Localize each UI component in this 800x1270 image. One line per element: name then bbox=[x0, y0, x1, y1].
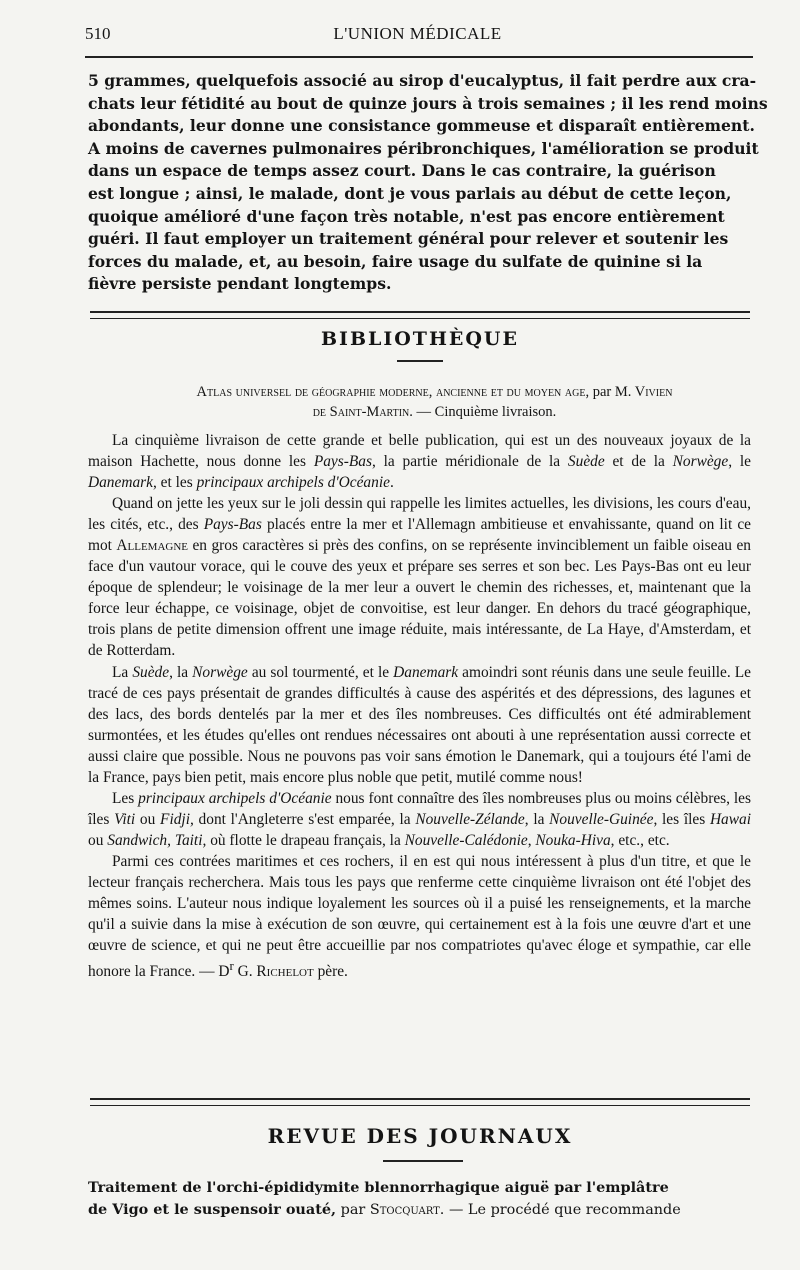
running-title: L'UNION MÉDICALE bbox=[333, 24, 502, 43]
revue-paragraph: Traitement de l'orchi-épididymite blennorrhagique aiguë par l'emplâtre de Vigo et le suspensoir ouaté, par Stocquart. — Le procédé que recommande bbox=[88, 1179, 681, 1218]
book-edition: — Cinquième livraison. bbox=[416, 404, 557, 420]
article-title-cont: de Vigo et le suspensoir ouaté, bbox=[88, 1201, 337, 1218]
header-rule bbox=[85, 56, 753, 58]
paragraph: La Suède, la Norwège au sol tourmenté, et le Danemark amoindri sont réunis dans une seule feuille. Le tracé de ces pays présentait de grandes difficultés à cause des aspérités et des dépressions, des lagunes et des lacs, des bords dentelés par la mer et des îles nombreuses. Ces difficultés ont été admirablement surmontées, et les études qu'elles ont rendues nécessaires ont abouti à une représentation aussi correcte et aussi claire que possible. Nous ne pouvons pas voir sans émotion le Danemark, qui a toujours été l'ami de la France, pays bien petit, mais encore plus noble que petit, mutilé comme nous! bbox=[88, 663, 751, 786]
intro-line: abondants, leur donne une consistance gommeuse et disparaît entièrement. bbox=[88, 116, 755, 136]
book-author: M. Vivien bbox=[614, 384, 673, 400]
book-par: par bbox=[592, 384, 612, 400]
intro-line: chats leur fétidité au bout de quinze jours à trois semaines ; il les rend moins bbox=[88, 93, 768, 113]
section-title-bibliotheque: BIBLIOTHÈQUE bbox=[321, 328, 519, 350]
intro-paragraph bbox=[88, 70, 768, 296]
intro-line: guéri. Il faut employer un traitement général pour relever et soutenir les bbox=[88, 229, 729, 249]
running-header bbox=[85, 20, 750, 48]
intro-line: forces du malade, et, au besoin, faire usage du sulfate de quinine si la bbox=[88, 251, 703, 271]
paragraph: Quand on jette les yeux sur le joli dessin qui rappelle les limites actuelles, les divisions, les cours d'eau, les cités, etc., des Pays-Bas placés entre la mer et l'Allemagn ambitieuse et envahissante, quand on lit ce mot Allemagne en gros caractères si près des confins, on se représente invinciblement un faible oiseau en face d'un vautour vorace, qui le couve des yeux et prépare ses serres et son bec. Les Pays-Bas ont eu leur époque de splendeur; le voisinage de la mer leur a ouvert le chemin des richesses, et, maintenant que la force leur échappe, ce voisinage, objet de convoitise, est leur danger. En dehors du tracé géographique, trois plans de petite dimension offrent une image réduite, mais intéressante, de La Haye, d'Amsterdam, et de Rotterdam. bbox=[88, 495, 751, 660]
title-underline bbox=[383, 1160, 463, 1162]
bibliotheque-body bbox=[88, 430, 751, 982]
intro-line: est longue ; ainsi, le malade, dont je vous parlais au début de cette leçon, bbox=[88, 183, 732, 203]
title-underline bbox=[397, 360, 443, 362]
intro-line: A moins de cavernes pulmonaires péribronchiques, l'amélioration se produit bbox=[88, 138, 759, 158]
article-author: Stocquart. bbox=[369, 1202, 445, 1218]
article-title: Traitement de l'orchi-épididymite blennorrhagique aiguë par l'emplâtre bbox=[88, 1179, 669, 1196]
book-heading bbox=[118, 382, 751, 422]
paragraph: Les principaux archipels d'Océanie nous font connaître des îles nombreuses plus ou moins célèbres, les îles Viti ou Fidji, dont l'Angleterre s'est emparée, la Nouvelle-Zélande, la Nouvelle-Guinée, les îles Hawai ou Sandwich, Taiti, où flotte le drapeau français, la Nouvelle-Calédonie, Nouka-Hiva, etc., etc. bbox=[88, 789, 751, 849]
intro-line: fièvre persiste pendant longtemps. bbox=[88, 274, 392, 294]
book-author-cont: de Saint-Martin. bbox=[312, 404, 413, 420]
paragraph: Parmi ces contrées maritimes et ces rochers, il en est qui nous intéressent à plus d'un titre, et que le lecteur français recherchera. Mais tous les pays que renferme cette cinquième livraison ont été l'objet des mêmes soins. L'auteur nous indique loyalement les sources où il a puisé les renseignements, et la marche qu'il a suivie dans la mise à exécution de son œuvre, qui certainement est à la fois une œuvre d'art et une œuvre de science, et qui ne peut être accueillie par nos compatriotes qu'avec éloge et sympathie, car elle honore la France. — $D^r$ G. Richelot père. bbox=[88, 852, 751, 981]
signature: G. Richelot bbox=[233, 963, 314, 981]
page-number: 510 bbox=[85, 24, 111, 43]
section-divider bbox=[90, 1098, 750, 1106]
intro-line: dans un espace de temps assez court. Dans le cas contraire, la guérison bbox=[88, 161, 716, 181]
book-title: Atlas universel de géographie moderne, ancienne et du moyen age, bbox=[196, 384, 590, 400]
intro-line: quoique amélioré d'une façon très notable, n'est pas encore entièrement bbox=[88, 206, 725, 226]
section-title-revue: REVUE DES JOURNAUX bbox=[267, 1124, 573, 1148]
section-divider bbox=[90, 311, 750, 319]
intro-line: 5 grammes, quelquefois associé au sirop d'eucalyptus, il fait perdre aux cra- bbox=[88, 71, 757, 90]
paragraph: La cinquième livraison de cette grande et belle publication, qui est un des nouveaux joyaux de la maison Hachette, nous donne les Pays-Bas, la partie méridionale de la Suède et de la Norwège, le Danemark, et les principaux archipels d'Océanie. bbox=[88, 432, 751, 492]
